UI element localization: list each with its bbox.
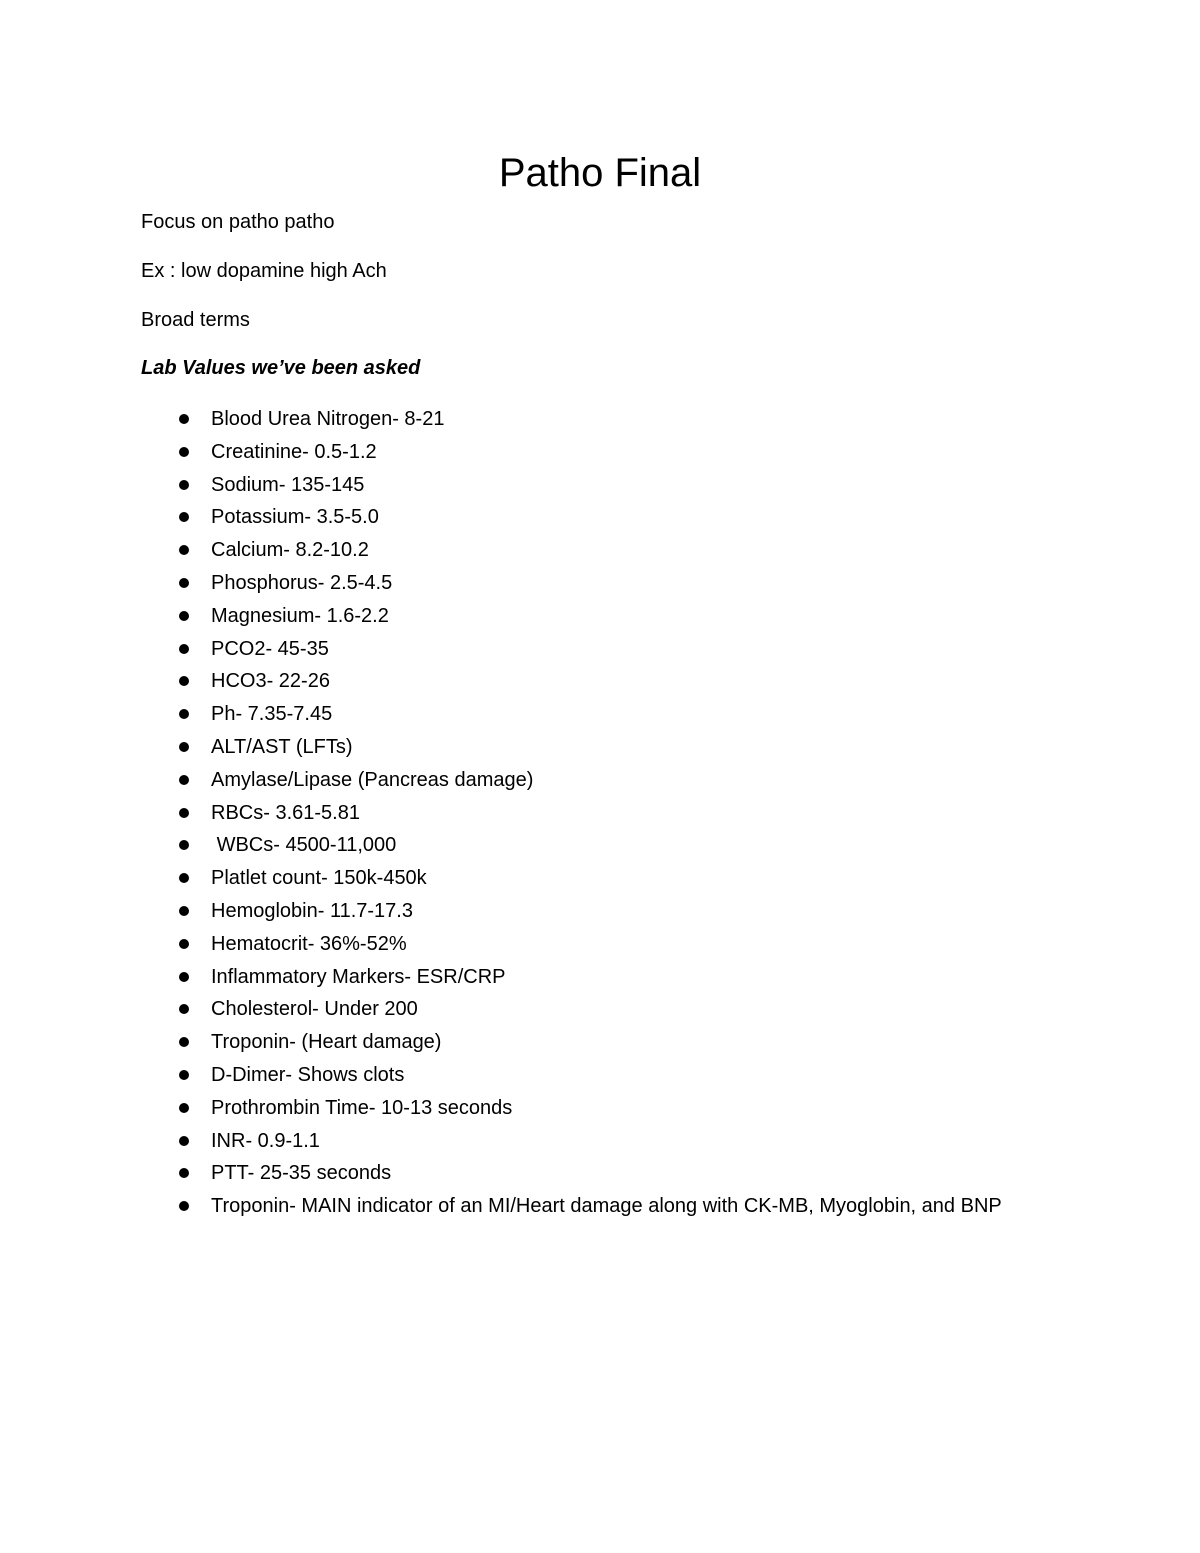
- section-heading-lab-values: Lab Values we’ve been asked: [141, 357, 421, 379]
- lab-value-text: Inflammatory Markers- ESR/CRP: [211, 965, 506, 988]
- bullet-icon: [179, 1037, 189, 1047]
- lab-value-text: Phosphorus- 2.5-4.5: [211, 571, 393, 594]
- lab-value-item: [176, 469, 1056, 502]
- lab-value-item: [176, 665, 1056, 698]
- lab-value-item: [176, 501, 1056, 534]
- lab-value-item: [176, 829, 1056, 862]
- lab-value-text: Hematocrit- 36%-52%: [211, 932, 407, 955]
- lab-value-item: [176, 797, 1056, 830]
- lab-value-item: [176, 1026, 1056, 1059]
- lab-value-text: HCO3- 22-26: [211, 670, 330, 693]
- document-title: Patho Final: [498, 151, 702, 195]
- lab-value-text: PCO2- 45-35: [211, 637, 329, 660]
- bullet-icon: [179, 545, 189, 555]
- bullet-icon: [179, 873, 189, 883]
- bullet-icon: [179, 1103, 189, 1113]
- lab-value-item: [176, 1125, 1056, 1158]
- bullet-icon: [179, 808, 189, 818]
- lab-value-item: [176, 534, 1056, 567]
- lab-value-text: Potassium- 3.5-5.0: [211, 506, 379, 529]
- paragraph-example: Ex : low dopamine high Ach: [141, 260, 387, 282]
- lab-value-text: Amylase/Lipase (Pancreas damage): [211, 768, 534, 791]
- lab-value-text: Cholesterol- Under 200: [211, 998, 418, 1021]
- lab-value-item: [176, 1157, 1056, 1190]
- lab-value-item: [176, 633, 1056, 666]
- lab-value-text: Creatinine- 0.5-1.2: [211, 440, 377, 463]
- bullet-icon: [179, 676, 189, 686]
- bullet-icon: [179, 840, 189, 850]
- bullet-icon: [179, 512, 189, 522]
- bullet-icon: [179, 972, 189, 982]
- lab-value-item: [176, 567, 1056, 600]
- bullet-icon: [179, 644, 189, 654]
- bullet-icon: [179, 1070, 189, 1080]
- bullet-icon: [179, 742, 189, 752]
- lab-value-item: [176, 862, 1056, 895]
- lab-value-text: WBCs- 4500-11,000: [211, 834, 397, 857]
- lab-value-item: [176, 993, 1056, 1026]
- lab-values-list: [176, 403, 1056, 1223]
- lab-value-text: Troponin- MAIN indicator of an MI/Heart damage along with CK-MB, Myoglobin, and BNP: [211, 1195, 1002, 1218]
- bullet-icon: [179, 447, 189, 457]
- bullet-icon: [179, 578, 189, 588]
- bullet-icon: [179, 1201, 189, 1211]
- lab-value-item: [176, 928, 1056, 961]
- lab-value-item: [176, 1190, 1056, 1223]
- lab-value-text: D-Dimer- Shows clots: [211, 1063, 405, 1086]
- lab-value-item: [176, 698, 1056, 731]
- bullet-icon: [179, 1136, 189, 1146]
- lab-value-text: Blood Urea Nitrogen- 8-21: [211, 408, 445, 430]
- lab-value-text: RBCs- 3.61-5.81: [211, 801, 360, 824]
- lab-value-item: [176, 1092, 1056, 1125]
- lab-value-text: INR- 0.9-1.1: [211, 1129, 320, 1152]
- bullet-icon: [179, 611, 189, 621]
- lab-value-text: Troponin- (Heart damage): [211, 1031, 442, 1054]
- lab-value-text: Hemoglobin- 11.7-17.3: [211, 899, 413, 922]
- paragraph-focus: Focus on patho patho: [141, 211, 335, 233]
- lab-value-item: [176, 436, 1056, 469]
- lab-value-text: Magnesium- 1.6-2.2: [211, 604, 389, 627]
- lab-value-text: Ph- 7.35-7.45: [211, 703, 333, 726]
- lab-value-text: ALT/AST (LFTs): [211, 735, 353, 758]
- lab-value-item: [176, 600, 1056, 633]
- paragraph-broad-terms: Broad terms: [141, 309, 250, 331]
- bullet-icon: [179, 1168, 189, 1178]
- bullet-icon: [179, 709, 189, 719]
- bullet-icon: [179, 480, 189, 490]
- lab-value-item: [176, 764, 1056, 797]
- lab-value-item: [176, 895, 1056, 928]
- bullet-icon: [179, 775, 189, 785]
- lab-value-item: [176, 403, 1056, 436]
- lab-value-item: [176, 961, 1056, 994]
- bullet-icon: [179, 414, 189, 424]
- lab-value-text: Prothrombin Time- 10-13 seconds: [211, 1096, 513, 1119]
- bullet-icon: [179, 1004, 189, 1014]
- lab-value-item: [176, 1059, 1056, 1092]
- bullet-icon: [179, 906, 189, 916]
- lab-value-text: PTT- 25-35 seconds: [211, 1162, 392, 1185]
- lab-value-text: Platlet count- 150k-450k: [211, 867, 427, 890]
- lab-value-text: Calcium- 8.2-10.2: [211, 539, 369, 562]
- bullet-icon: [179, 939, 189, 949]
- lab-value-text: Sodium- 135-145: [211, 473, 365, 496]
- lab-value-item: [176, 731, 1056, 764]
